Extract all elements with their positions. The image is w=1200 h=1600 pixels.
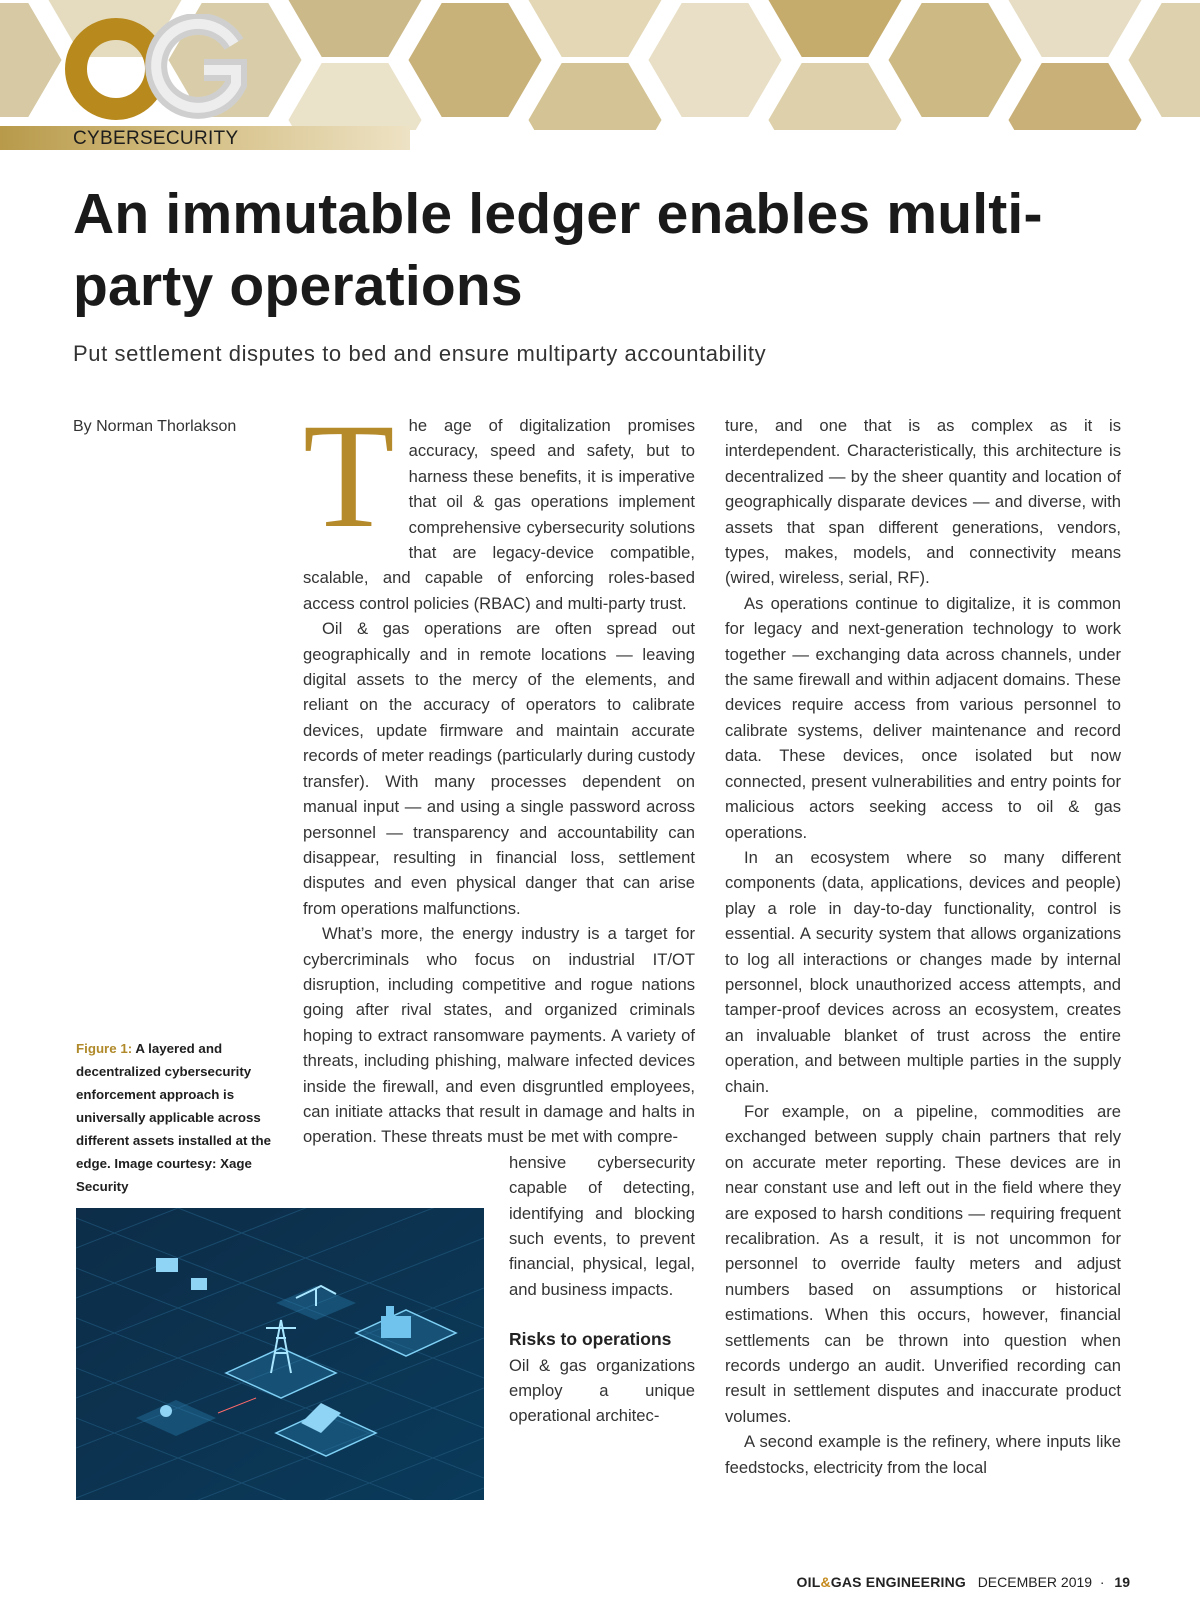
column-2-continuation	[509, 1150, 695, 1429]
body-paragraph: As operations continue to digitalize, it is common for legacy and next-generation technology to work together — exchanging data across channels, under the same firewall and within adjacent domains. These devices require access from various personnel to calibrate systems, deliver maintenance and record data. These devices, once isolated but now connected, present vulnerabilities and entry points for malicious actors seeking access to oil & gas operations.	[725, 593, 1121, 842]
page-number: 19	[1114, 1574, 1130, 1590]
body-paragraph: Oil & gas operations are often spread out geographically and in remote locations — leaving digital assets to the mercy of the elements, and reliant on the accuracy of operators to calibrate devices, update firmware and maintain accurate records of meter readings (particularly during custody transfer). With many processes dependent on manual input — and using a single password across personnel — transparency and accountability can disappear, resulting in financial loss, settlement disputes and even physical danger that can arise from operations malfunctions.	[303, 619, 695, 918]
article-subtitle: Put settlement disputes to bed and ensure multiparty accountability	[73, 341, 767, 366]
drop-cap: T	[303, 393, 395, 559]
page-footer	[797, 1574, 1130, 1590]
article-title: An immutable ledger enables multi-party operations	[73, 182, 1043, 318]
publication-name-part: OIL	[796, 1574, 821, 1590]
og-logo	[64, 14, 254, 124]
publication-ampersand: &	[820, 1574, 831, 1590]
body-paragraph: For example, on a pipeline, commodities are exchanged between supply chain partners that rely on accurate meter reporting. These devices are in near constant use and left out in the field where they are exposed to harsh conditions — requiring frequent recalibration. As a result, it is not uncommon for personnel to override faulty meters and adjust numbers based on assumptions or historical estimations. When this occurs, however, financial settlements can be thrown into question when records undergo an audit. Unverified recording can result in settlement disputes and inaccurate product volumes.	[725, 1101, 1121, 1426]
byline: By Norman Thorlakson	[73, 418, 237, 435]
body-paragraph: he age of digitalization promises accuracy, speed and safety, but to harness these benefits, it is imperative that oil & gas operations implement comprehensive cybersecurity solutions that are legacy-device compatible, scalable, and capable of enforcing roles-based access control policies (RBAC) and multi-party trust.	[303, 416, 695, 613]
subheading: Risks to operations	[509, 1329, 672, 1350]
publication-name-part: GAS ENGINEERING	[830, 1574, 967, 1590]
body-paragraph: A second example is the refinery, where inputs like feedstocks, electricity from the local	[725, 1432, 1121, 1477]
publication-name	[797, 1574, 967, 1590]
section-label: CYBERSECURITY	[73, 128, 239, 149]
figure-label: Figure 1:	[76, 1041, 133, 1056]
body-paragraph: In an ecosystem where so many different components (data, applications, devices and people) play a role in day-to-day functionality, control is essential. A security system that allows organizations to log all interactions or changes made by internal personnel, block unauthorized access attempts, and tamper-proof devices across an ecosystem, creates an invaluable blanket of trust across the entire operation, and between multiple parties in the supply chain.	[725, 847, 1121, 1096]
figure-caption	[76, 1037, 276, 1198]
article-column-2	[303, 393, 695, 1429]
footer-separator: ·	[1099, 1574, 1105, 1590]
body-paragraph: ture, and one that is as complex as it is interdependent. Characteristically, this architecture is decentralized — by the sheer quantity and location of geographically disparate devices — and diverse, with assets that span different generations, vendors, types, makes, models, and connectivity means (wired, wireless, serial, RF).	[725, 416, 1121, 588]
body-paragraph: hensive cybersecurity capable of detecting, identifying and blocking such events, to prevent financial, physical, legal, and business impacts.	[509, 1152, 695, 1299]
issue-date: DECEMBER 2019	[977, 1574, 1093, 1590]
body-paragraph: What’s more, the energy industry is a target for cybercriminals who focus on industrial IT/OT disruption, including competitive and rogue nations going after rival states, and organized criminals hoping to extract ransomware payments. A variety of threats, including phishing, malware infected devices inside the firewall, and even disgruntled employees, can initiate attacks that result in damage and halts in operation. These threats must be met with compre-	[303, 924, 695, 1147]
body-paragraph: Oil & gas organizations employ a unique operational architec-	[509, 1355, 695, 1426]
figure-caption-text: A layered and decentralized cybersecurity enforcement approach is universally applicable across different assets installed at the edge. Image courtesy: Xage Security	[76, 1041, 272, 1194]
article-column-3	[725, 413, 1121, 1480]
